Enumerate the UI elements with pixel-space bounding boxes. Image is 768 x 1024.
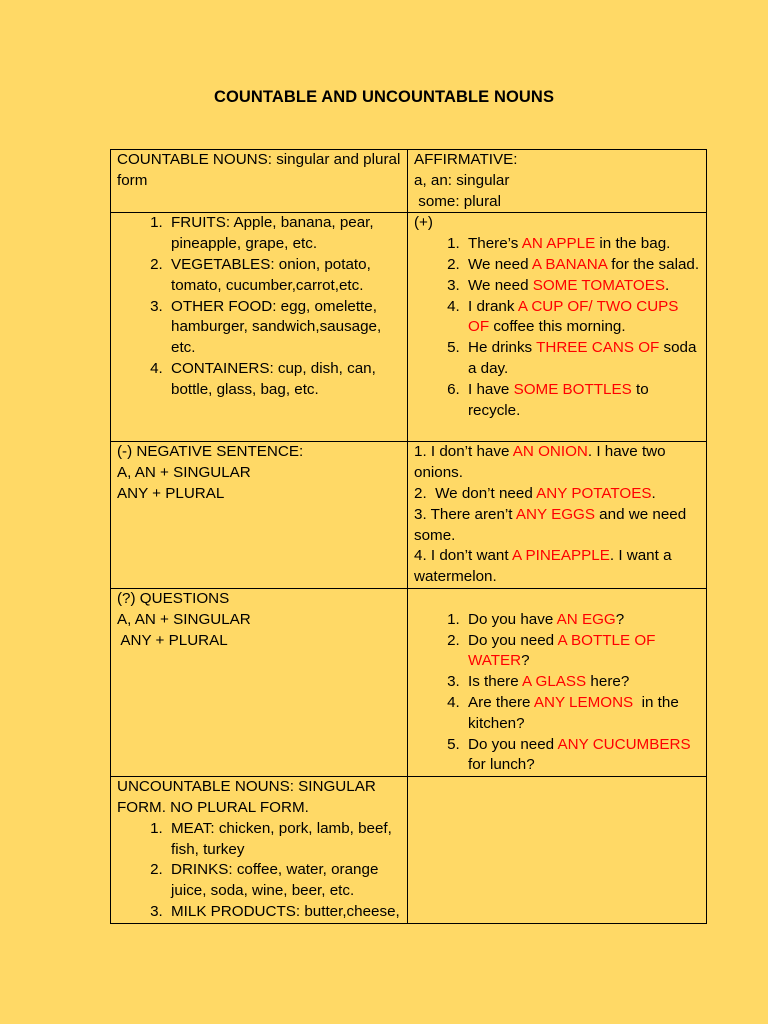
countable-categories-list	[117, 213, 403, 400]
list-item: 1. FRUITS: Apple, banana, pear, pineapple, grape, etc.	[167, 213, 403, 255]
list-item	[464, 338, 702, 380]
affirmative-label: AFFIRMATIVE:	[414, 151, 518, 168]
blank-line	[414, 589, 702, 610]
negative-example	[414, 442, 702, 484]
list-item	[464, 234, 702, 255]
example-text: in the bag.	[595, 235, 671, 253]
example-text: Do you need	[468, 735, 558, 753]
highlight-phrase: A CUP OF/ TWO CUPS OF	[468, 297, 679, 336]
example-text: .	[651, 484, 656, 502]
example-text: Do you have	[468, 610, 557, 628]
example-text: in the kitchen?	[468, 693, 683, 732]
countable-header: COUNTABLE NOUNS: singular and plural form	[117, 151, 401, 189]
affirmative-examples-list	[414, 234, 702, 421]
list-item	[464, 735, 702, 777]
example-text: He drinks	[468, 339, 537, 357]
example-text: here?	[586, 673, 630, 691]
list-item	[464, 297, 702, 339]
example-text: We need	[468, 276, 533, 294]
list-item: 2. DRINKS: coffee, water, orange juice, soda, wine, beer, etc.	[167, 860, 403, 902]
list-item: 1. MEAT: chicken, pork, lamb, beef, fish, turkey	[167, 819, 403, 861]
example-text: and we need some.	[414, 505, 687, 544]
example-text: ?	[521, 652, 530, 670]
list-item	[464, 693, 702, 735]
empty-cell	[408, 777, 707, 924]
example-text: 3. There aren’t	[414, 505, 516, 523]
page-title: COUNTABLE AND UNCOUNTABLE NOUNS	[213, 88, 555, 106]
example-text: 1. I don’t have	[414, 443, 513, 461]
list-item	[464, 276, 702, 297]
example-text: 4. I don’t want	[414, 547, 512, 565]
questions-examples-cell	[408, 588, 707, 776]
affirmative-sign: (+)	[414, 214, 433, 232]
example-text: I drank	[468, 297, 518, 315]
highlight-phrase: A GLASS	[522, 673, 587, 691]
list-item	[464, 672, 702, 693]
affirmative-plural: some: plural	[414, 192, 501, 210]
highlight-phrase: ANY CUCUMBERS	[557, 735, 691, 753]
negative-examples-cell	[408, 442, 707, 589]
negative-plural-rule: ANY + PLURAL	[117, 484, 225, 502]
highlight-phrase: AN ONION	[512, 443, 588, 461]
example-text: coffee this morning.	[489, 318, 626, 336]
affirmative-examples-cell	[408, 213, 707, 442]
highlight-phrase: SOME BOTTLES	[513, 380, 632, 398]
highlight-phrase: SOME TOMATOES	[532, 276, 665, 294]
table-row	[111, 588, 707, 776]
negative-singular-rule: A, AN + SINGULAR	[117, 464, 251, 482]
list-item: 3. MILK PRODUCTS: butter,cheese,	[167, 902, 403, 923]
table-row	[111, 213, 707, 442]
negative-example	[414, 546, 702, 588]
nouns-table	[110, 149, 707, 924]
highlight-phrase: ANY LEMONS	[533, 693, 634, 711]
questions-plural-rule: ANY + PLURAL	[117, 631, 228, 649]
example-text: ?	[615, 610, 625, 628]
example-text: There’s	[468, 235, 522, 253]
list-item	[464, 610, 702, 631]
example-text: . I have two onions.	[414, 443, 666, 482]
list-item	[464, 255, 702, 276]
list-item: 2. VEGETABLES: onion, potato, tomato, cucumber,carrot,etc.	[167, 255, 403, 297]
highlight-phrase: A PINEAPPLE	[511, 547, 610, 565]
example-text: for the salad.	[607, 255, 700, 273]
highlight-phrase: ANY POTATOES	[536, 484, 652, 502]
example-text: Is there	[468, 673, 523, 691]
table-row	[111, 777, 707, 924]
highlight-phrase: AN APPLE	[521, 235, 596, 253]
negative-heading: (-) NEGATIVE SENTENCE:	[117, 443, 304, 461]
example-text: 2. We don’t need	[414, 484, 537, 502]
highlight-phrase: A BOTTLE OF WATER	[468, 631, 656, 670]
questions-rule-cell	[111, 588, 408, 776]
uncountable-heading: UNCOUNTABLE NOUNS: SINGULAR FORM. NO PLURAL FORM.	[117, 778, 376, 816]
questions-examples-list	[414, 610, 702, 776]
example-text: Do you need	[468, 631, 558, 649]
highlight-phrase: A BANANA	[531, 255, 608, 273]
negative-example	[414, 484, 702, 505]
highlight-phrase: THREE CANS OF	[536, 339, 660, 357]
example-text: Are there	[468, 693, 534, 711]
example-text: to recycle.	[468, 380, 649, 419]
table-row	[111, 442, 707, 589]
list-item: 3. OTHER FOOD: egg, omelette, hamburger, sandwich,sausage, etc.	[167, 297, 403, 359]
example-text: We need	[468, 255, 532, 273]
example-text: I have	[468, 380, 514, 398]
highlight-phrase: AN EGG	[556, 610, 616, 628]
list-item	[464, 631, 702, 673]
affirmative-header-cell	[408, 150, 707, 213]
affirmative-singular: a, an: singular	[414, 171, 510, 189]
list-item: 4. CONTAINERS: cup, dish, can, bottle, glass, bag, etc.	[167, 359, 403, 401]
countable-header-cell	[111, 150, 408, 213]
questions-singular-rule: A, AN + SINGULAR	[117, 610, 251, 628]
example-text: . I want a watermelon.	[414, 547, 672, 586]
countable-categories-cell	[111, 213, 408, 442]
questions-heading: (?) QUESTIONS	[117, 589, 230, 607]
example-text: .	[664, 276, 670, 294]
negative-rule-cell	[111, 442, 408, 589]
list-item	[464, 380, 702, 422]
highlight-phrase: ANY EGGS	[515, 505, 595, 523]
table-row	[111, 150, 707, 213]
example-text: for lunch?	[468, 756, 535, 774]
example-text: soda a day.	[468, 339, 697, 377]
negative-example	[414, 505, 702, 547]
uncountable-cell	[111, 777, 408, 924]
uncountable-categories-list	[117, 819, 403, 923]
